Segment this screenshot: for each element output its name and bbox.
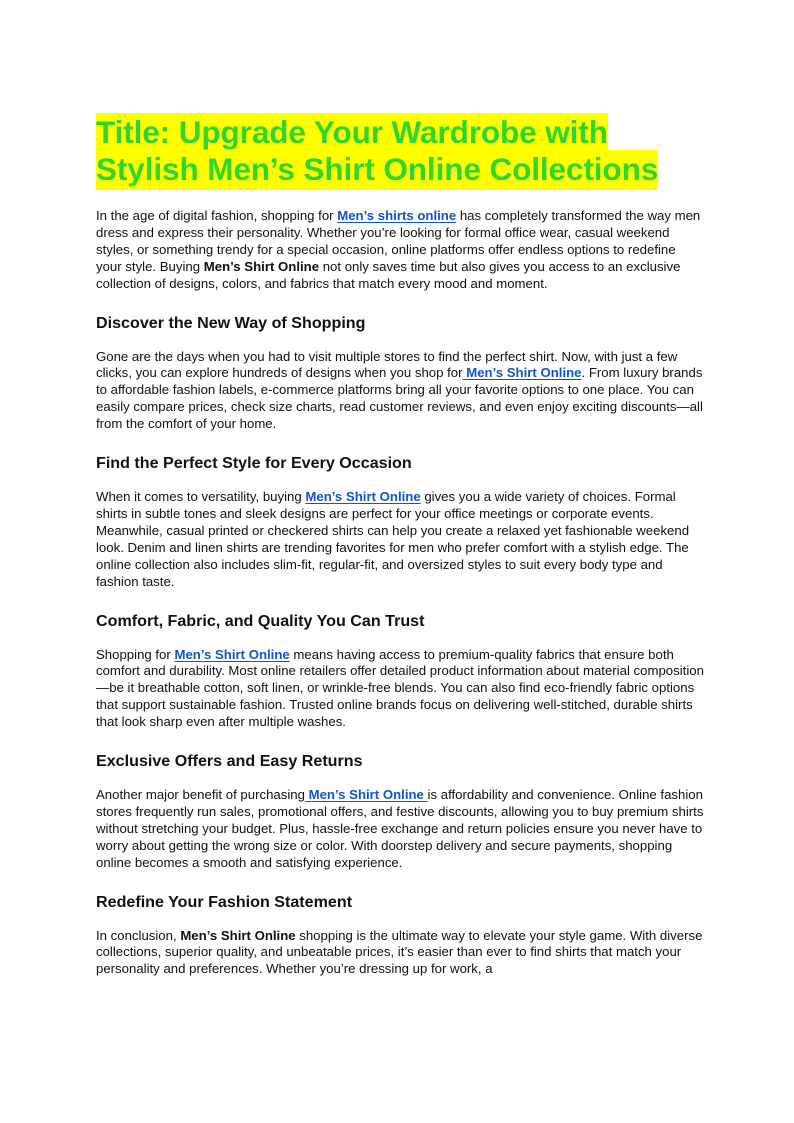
intro-paragraph: In the age of digital fashion, shopping for Men’s shirts online has completely transformed the way men dress and express their personality. Whether you’re looking for formal office wear, casual weekend styles, or something trendy for a special occasion, online platforms offer endless options to redefine your style. Buying Men’s Shirt Online not only saves time but also gives you access to an exclusive collection of designs, colors, and fabrics that match every mood and moment. [96,208,701,291]
section-heading: Discover the New Way of Shopping [96,313,366,332]
section-heading: Exclusive Offers and Easy Returns [96,752,363,771]
section-paragraph: Gone are the days when you had to visit multiple stores to find the perfect shirt. Now, with just a few clicks, you can explore hundreds of designs when you shop for Men’s Shirt Online. From luxury brands to affordable fashion labels, e-commerce platforms bring all your favorite options to one place. You can easily compare prices, check size charts, read customer reviews, and even enjoy exciting discounts—all from the comfort of your home. [96,348,703,432]
section-offers-returns [96,751,704,872]
section-discover [96,313,704,434]
bold-keyword: Men’s Shirt Online [203,258,320,274]
mens-shirt-online-link[interactable]: Men’s Shirt Online [305,489,421,505]
section-paragraph: In conclusion, Men’s Shirt Online shopping is the ultimate way to elevate your style game. With diverse collections, superior quality, and unbeatable prices, it’s easier than ever to find shirts that match your personality and preferences. Whether you’re dressing up for work, a [96,927,703,977]
title-highlight: Title: Upgrade Your Wardrobe with Stylish Men’s Shirt Online Collections [96,113,658,190]
section-paragraph: Another major benefit of purchasing Men’s Shirt Online is affordability and convenience. Online fashion stores frequently run sales, promotional offers, and festive discounts, allowing you to buy premium shirts without stretching your budget. Plus, hassle-free exchange and return policies ensure you never have to worry about getting the wrong size or color. With doorstep delivery and secure payments, shopping online becomes a smooth and satisfying experience. [96,787,704,870]
document-page [96,114,704,978]
mens-shirt-online-link[interactable]: Men’s Shirt Online [174,646,290,662]
mens-shirt-online-link[interactable]: Men’s Shirt Online [304,787,428,803]
bold-keyword: Men’s Shirt Online [180,927,296,943]
section-heading: Comfort, Fabric, and Quality You Can Trust [96,611,425,630]
section-paragraph: Shopping for Men’s Shirt Online means having access to premium-quality fabrics that ensure both comfort and durability. Most online retailers offer detailed product information about material composition—be it breathable cotton, soft linen, or wrinkle-free blends. You can also find eco-friendly fabric options that support sustainable fashion. Trusted online brands focus on delivering well-stitched, durable shirts that look sharp even after multiple washes. [96,646,704,730]
mens-shirt-online-link[interactable]: Men’s Shirt Online [462,365,582,381]
mens-shirts-online-link[interactable]: Men’s shirts online [337,208,457,223]
document-title [96,114,704,188]
section-perfect-style [96,453,704,590]
section-comfort-fabric [96,611,704,732]
section-heading: Redefine Your Fashion Statement [96,892,353,911]
section-heading: Find the Perfect Style for Every Occasion [96,454,412,473]
section-redefine [96,892,704,979]
section-paragraph: When it comes to versatility, buying Men’s Shirt Online gives you a wide variety of choices. Formal shirts in subtle tones and sleek designs are perfect for your office meetings or corporate events. Meanwhile, casual printed or checkered shirts can help you create a relaxed yet fashionable weekend look. Denim and linen shirts are trending favorites for men who prefer comfort with a stylish edge. The online collection also includes slim-fit, regular-fit, and oversized styles to suit every body type and fashion taste. [96,489,690,589]
